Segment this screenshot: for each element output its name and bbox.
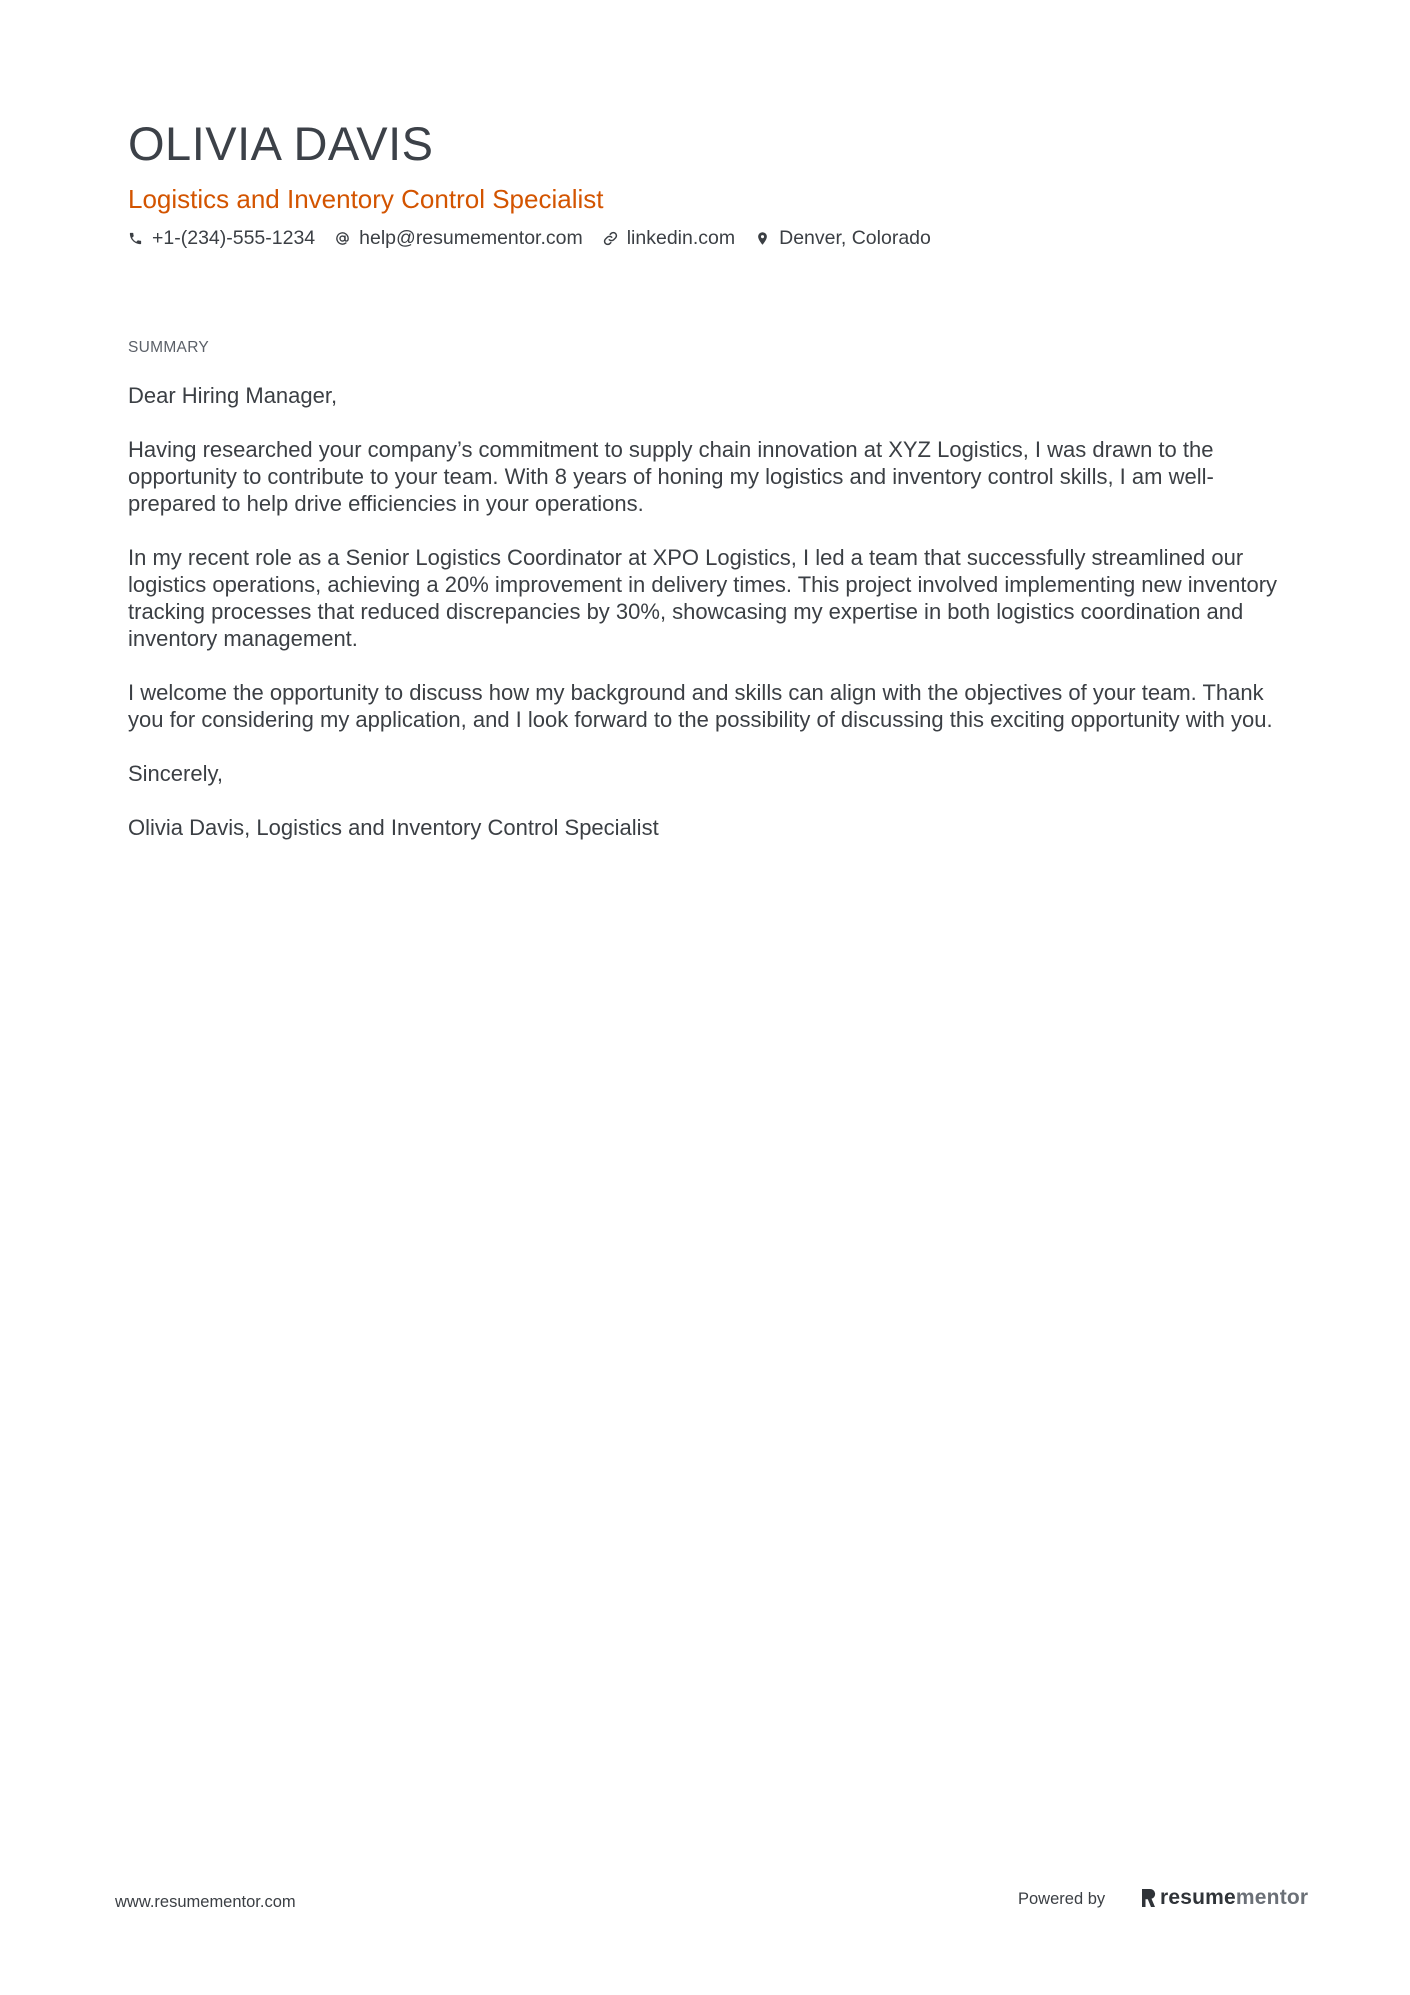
contact-email[interactable] bbox=[335, 227, 583, 250]
candidate-name: OLIVIA DAVIS bbox=[128, 117, 434, 170]
resumementor-logo[interactable] bbox=[1140, 1886, 1308, 1910]
link-icon bbox=[603, 231, 618, 246]
resumementor-logo-icon bbox=[1140, 1887, 1157, 1909]
map-pin-icon bbox=[755, 231, 770, 246]
website-text: linkedin.com bbox=[626, 227, 736, 249]
location-text: Denver, Colorado bbox=[779, 227, 931, 249]
letter-paragraph: Having researched your company’s commitment to supply chain innovation at XYZ Logistics, I was drawn to the opportunity to contribute to your team. With 8 years of honing my logistics and inventory control skills, I am well-prepared to help drive efficiencies in your operations. bbox=[128, 437, 1214, 516]
contact-phone bbox=[128, 227, 315, 250]
summary-heading: SUMMARY bbox=[128, 339, 210, 356]
letter-paragraph: I welcome the opportunity to discuss how my background and skills can align with the objectives of your team. Thank you for considering my application, and I look forward to the possibility of discussing this exciting opportunity with you. bbox=[128, 680, 1273, 732]
candidate-title: Logistics and Inventory Control Specialist bbox=[128, 184, 604, 214]
letter-closing: Sincerely, bbox=[128, 761, 223, 786]
contact-website[interactable] bbox=[603, 227, 735, 250]
letter-signature: Olivia Davis, Logistics and Inventory Control Specialist bbox=[128, 815, 659, 840]
email-text: help@resumementor.com bbox=[359, 227, 583, 249]
logo-text-resume: resume bbox=[1160, 1886, 1236, 1909]
contact-location bbox=[755, 227, 931, 250]
phone-text: +1-(234)-555-1234 bbox=[152, 227, 316, 249]
letter-paragraph: In my recent role as a Senior Logistics Coordinator at XPO Logistics, I led a team that successfully streamlined our logistics operations, achieving a 20% improvement in delivery times. This project involved implementing new inventory tracking processes that reduced discrepancies by 30%, showcasing my expertise in both logistics coordination and inventory management. bbox=[128, 545, 1278, 651]
footer-website-link[interactable]: www.resumementor.com bbox=[115, 1893, 296, 1911]
at-icon bbox=[335, 231, 350, 246]
footer-powered-by: Powered by bbox=[1018, 1890, 1106, 1908]
contact-row bbox=[128, 227, 951, 250]
letter-greeting: Dear Hiring Manager, bbox=[128, 383, 338, 408]
phone-icon bbox=[128, 231, 143, 246]
letter-body bbox=[128, 382, 1288, 868]
logo-text-mentor: mentor bbox=[1235, 1886, 1309, 1909]
